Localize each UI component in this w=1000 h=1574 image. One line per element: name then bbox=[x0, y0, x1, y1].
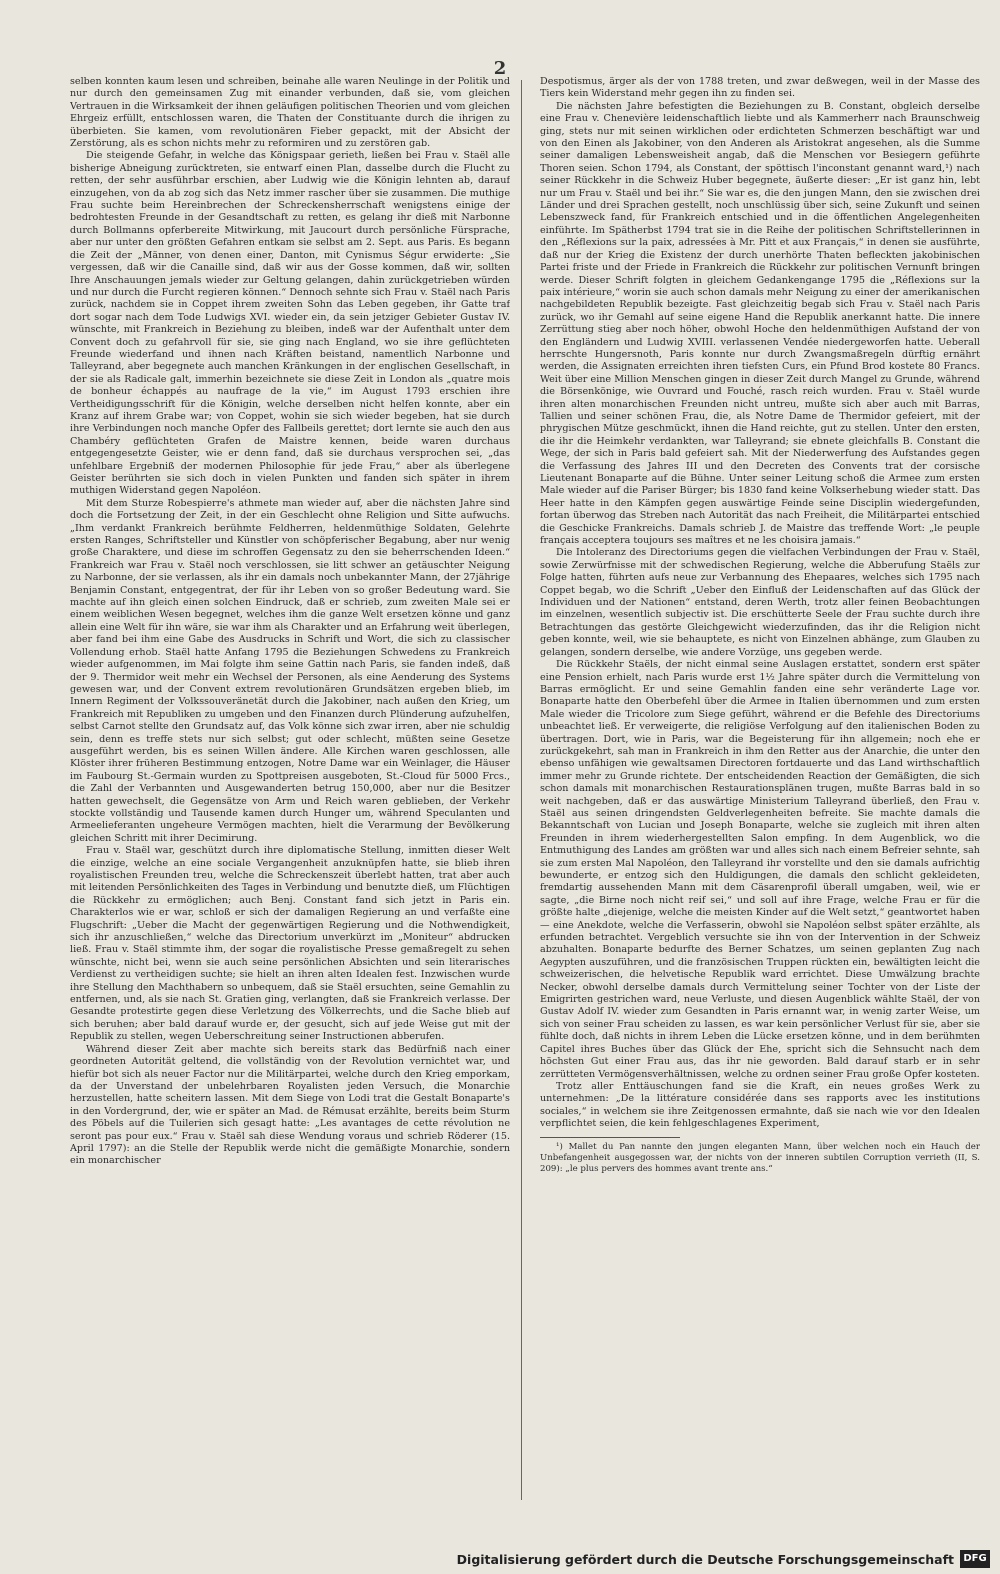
paragraph: Mit dem Sturze Robespierre's athmete man wieder auf, aber die nächsten Jahre sind doch die Fortsetzung der Zeit, in der ein Geschlecht ohne Religion und Sitte aufwuchs. „Ihm verdankt Frankreich berühmte Feldherren, heldenmüthige Soldaten, Gelehrte ersten Ranges, Schriftsteller und Künstler von schöpferischer Begabung, aber nur wenig große Charaktere, und diese im schroffen Gegensatz zu den sie beherrschenden Ideen.“ Frankreich war Frau v. Staël noch verschlossen, sie litt schwer an getäuschter Neigung zu Narbonne, der sie verlassen, als ihr ein damals noch unbekannter Mann, der 27jährige Benjamin Constant, entgegentrat, der für ihr Leben von so großer Bedeutung ward. Sie machte auf ihn gleich einen solchen Eindruck, daß er schrieb, zum zweiten Male sei er einem weiblichen Wesen begegnet, welches ihm die ganze Welt ersetzen könne und ganz allein eine Welt für ihn wäre, sie war ihm als Charakter und an Erfahrung weit überlegen, aber fand bei ihm eine Gabe des Ausdrucks in Schrift und Wort, die sich zu classischer Vollendung erhob. Staël hatte Anfang 1795 die Beziehungen Schwedens zu Frankreich wieder aufgenommen, im Mai folgte ihm seine Gattin nach Paris, sie fanden indeß, daß der 9. Thermidor weit mehr ein Wechsel der Personen, als eine Aenderung des Systems gewesen war, und der Convent extrem revolutionären Grundsätzen ergeben blieb, im Innern Regiment der Volkssouveränetät durch die Jakobiner, nach außen den Krieg, um Frankreich mit Republiken zu umgeben und den Finanzen durch Plünderung aufzuhelfen, selbst Carnot stellte den Grundsatz auf, das Volk könne sich zwar irren, aber nie schuldig sein, denn es treffe stets nur sich selbst; gut oder schlecht, müßten seine Gesetze ausgeführt werden, bis es seinen Willen ändere. Alle Kirchen waren geschlossen, alle Klöster ihrer früheren Bestimmung entzogen, Notre Dame war ein Weinlager, die Häuser im Faubourg St.-Germain wurden zu Spottpreisen ausgeboten, St.-Cloud für 5000 Frcs., die Zahl der Verbannten und Ausgewanderten betrug 150,000, aber nur die Besitzer hatten gewechselt, die Gegensätze von Arm und Reich waren geblieben, der Verkehr stockte vollständig und Tausende kamen durch Hunger um, während Speculanten und Armeelieferanten ungeheure Vermögen machten, hielt die Verarmung der Bevölkerung gleichen Schritt mit ihrer Decimirung. bbox=[70, 497, 510, 844]
paragraph: Die Intoleranz des Directoriums gegen die vielfachen Verbindungen der Frau v. Staël, sowie Zerwürfnisse mit der schwedischen Regierung, welche die Abberufung Staëls zur Folge hatten, führten aufs neue zur Verbannung des Ehepaares, welches sich 1795 nach Coppet begab, wo die Schrift „Ueber den Einfluß der Leidenschaften auf das Glück der Individuen und der Nationen“ entstand, deren Werth, trotz aller feinen Beobachtungen im einzelnen, wesentlich subjectiv ist. Die erschütterte Seele der Frau suchte durch ihre Betrachtungen das gestörte Gleichgewicht wiederzufinden, das ihr die Religion nicht geben konnte, weil, wie sie behauptete, es nicht von Einzelnen abhänge, zum Glauben zu gelangen, sondern derselbe, wie andere Vorzüge, uns gegeben werde. bbox=[540, 547, 980, 658]
paragraph: Die Rückkehr Staëls, der nicht einmal seine Auslagen erstattet, sondern erst später eine Pension erhielt, nach Paris wurde erst 1½ Jahre später durch die Vermittelung von Barras ermöglicht. Er und seine Gemahlin fanden eine sehr veränderte Lage vor. Bonaparte hatte den Oberbefehl über die Armee in Italien übernommen und zum ersten Male wieder die Tricolore zum Siege geführt, während er die Befehle des Directoriums unbeachtet ließ. Er verweigerte, die religiöse Verfolgung auf den italienischen Boden zu übertragen. Dort, wie in Paris, war die Begeisterung für ihn allgemein; noch ehe er zurückgekehrt, sah man in Frankreich in ihm den Retter aus der Anarchie, die unter den ebenso unfähigen wie gewaltsamen Directoren fortdauerte und das Land wirthschaftlich immer mehr zu Grunde richtete. Der entscheidenden Reaction der Gemäßigten, die sich schon damals mit monarchischen Restaurationsplänen trugen, mußte Barras bald in so weit nachgeben, daß er das auswärtige Ministerium Talleyrand überließ, den Frau v. Staël aus seinen dringendsten Geldverlegenheiten befreite. Sie machte damals die Bekanntschaft von Lucian und Joseph Bonaparte, welche sie zugleich mit ihren alten Freunden in ihrem wiederhergestellten Salon empfing. In dem Augenblick, wo die Entmuthigung des Landes am größten war und alles sich nach einem Befreier sehnte, sah sie zum ersten Mal Napoléon, den Talleyrand ihr vorstellte und den sie damals aufrichtig bewunderte, er entzog sich den Huldigungen, die damals den schlicht gekleideten, fremdartig aussehenden Mann mit dem Cäsarenprofil überall umgaben, weil, wie er sagte, „die Birne noch nicht reif sei,“ und soll auf ihre Frage, welche Frau er für die größte halte „diejenige, welche die meisten Kinder auf die Welt setzt,“ geantwortet haben — eine Anekdote, welche die Verfasserin, obwohl sie Napoléon selbst später erzählte, als erfunden betrachtet. Vergeblich versuchte sie ihn von der Intervention in der Schweiz abzuhalten. Bonaparte bedurfte des Berner Schatzes, um seinen geplanten Zug nach Aegypten auszuführen, und die französischen Truppen rückten ein, bewältigten leicht die schweizerischen, die helvetische Republik ward errichtet. Diese Umwälzung brachte Necker, obwohl derselbe damals durch Vermittelung seiner Tochter von der Liste der Emigrirten gestrichen ward, neue Verluste, und diesen Augenblick wählte Staël, der von Gustav Adolf IV. wieder zum Gesandten in Paris ernannt war, in wenig zarter Weise, um sich von seiner Frau scheiden zu lassen, es war kein persönlicher Verlust für sie, aber sie fühlte doch, daß nichts in ihrem Leben die Lücke ersetzen könne, und in dem berühmten Capitel ihres Buches über das Glück der Ehe, spricht sich die Sehnsucht nach dem höchsten Gut einer Frau aus, das ihr nie geworden. Bald darauf starb er in sehr zerrütteten Vermögensverhältnissen, welche zu ordnen seiner Frau große Opfer kosteten. bbox=[540, 659, 980, 1080]
left-column bbox=[70, 76, 510, 1526]
footer-bar bbox=[0, 1546, 1000, 1574]
paragraph: Trotz aller Enttäuschungen fand sie die Kraft, ein neues großes Werk zu unternehmen: „De la littérature considérée dans ses rapports avec les institutions sociales,“ in welchem sie ihre Zeitgenossen ermahnte, daß sie nach wie vor den Idealen verpflichtet seien, die kein fehlgeschlagenes Experiment, bbox=[540, 1080, 980, 1130]
paragraph: Während dieser Zeit aber machte sich bereits stark das Bedürfniß nach einer geordneten Autorität geltend, die vollständig von der Revolution vernichtet war, und hiefür bot sich als neuer Factor nur die Militärpartei, welche durch den Krieg emporkam, da der Unverstand der unbelehrbaren Royalisten jeden Versuch, die Monarchie herzustellen, hatte scheitern lassen. Mit dem Siege von Lodi trat die Gestalt Bonaparte's in den Vordergrund, der, wie er später an Mad. de Rémusat erzählte, bereits beim Sturm des Pöbels auf die Tuilerien sich gesagt hatte: „Les avantages de cette révolution ne seront pas pour eux.“ Frau v. Staël sah diese Wendung voraus und schrieb Röderer (15. April 1797): an die Stelle der Republik werde nicht die gemäßigte Monarchie, sondern ein monarchischer bbox=[70, 1043, 510, 1167]
footnote-rule bbox=[540, 1137, 680, 1138]
right-column bbox=[540, 76, 980, 1526]
paragraph: Die nächsten Jahre befestigten die Beziehungen zu B. Constant, obgleich derselbe eine Frau v. Chenevière leidenschaftlich liebte und als Kammerherr nach Braunschweig ging, stets nur mit seinen wirklichen oder erdichteten Schmerzen beschäftigt war und von den Einen als Jakobiner, von den Anderen als Aristokrat angesehen, als die Summe seiner damaligen Lebensweisheit angab, daß die Menschen vor Besiegern geführte Thoren seien. Schon 1794, als Constant, der spöttisch l'inconstant genannt ward,¹) nach seiner Rückkehr in die Schweiz Huber begegnete, äußerte dieser: „Er ist ganz hin, lebt nur um Frau v. Staël und bei ihr.“ Sie war es, die den jungen Mann, den sie zwischen drei Länder und drei Sprachen gestellt, noch unschlüssig über sich, seine Zukunft und seinen Lebenszweck fand, für Frankreich entschied und in die öffentlichen Angelegenheiten einführte. Im Spätherbst 1794 trat sie in die Reihe der politischen Schriftstellerinnen in den „Réflexions sur la paix, adressées à Mr. Pitt et aux Français,“ in denen sie ausführte, daß nur der Krieg die Existenz der durch unerhörte Thaten befleckten jakobinischen Partei friste und der Friede in Frankreich die Rückkehr zur politischen Vernunft bringen werde. Dieser Schrift folgten in gleichem Gedankengange 1795 die „Réflexions sur la paix intérieure,“ worin sie auch schon damals mehr Neigung zu einer der amerikanischen nachgebildeten Republik bezeigte. Fast gleichzeitig begab sich Frau v. Staël nach Paris zurück, wo ihr Gemahl auf seine eigene Hand die Republik anerkannt hatte. Die innere Zerrüttung stieg aber noch höher, obwohl Hoche den heldenmüthigen Aufstand der von den Engländern und Ludwig XVIII. verlassenen Vendée niedergeworfen hatte. Ueberall herrschte Hungersnoth, Paris konnte nur durch Zwangsmaßregeln dürftig ernährt werden, die Assignaten erreichten ihren tiefsten Curs, ein Pfund Brod kostete 80 Francs. Weit über eine Million Menschen gingen in dieser Zeit durch Mangel zu Grunde, während die Börsenkönige, wie Ouvrard und Fouché, rasch reich wurden. Frau v. Staël wurde ihren alten monarchischen Freunden nicht untreu, mußte sich aber auch mit Barras, Tallien und seiner schönen Frau, die, als Notre Dame de Thermidor gefeiert, mit der phrygischen Mütze geschmückt, ihnen die Hand reichte, gut zu stellen. Unter den ersten, die ihr die Heimkehr verdankten, war Talleyrand; sie ebnete gleichfalls B. Constant die Wege, der sich in Paris bald gefeiert sah. Mit der Niederwerfung des Aufstandes gegen die Verfassung des Jahres III und den Decreten des Convents trat der corsische Lieutenant Bonaparte auf die Bühne. Unter seiner Leitung schoß die Armee zum ersten Male wieder auf die Pariser Bürger; bis 1830 fand keine Volkserhebung wieder statt. Das Heer hatte in den Kämpfen gegen auswärtige Feinde seine Disciplin wiedergefunden, fortan überwog das Streben nach Autorität das nach Freiheit, die Militärpartei entschied die Geschicke Frankreichs. Damals schrieb J. de Maistre das treffende Wort: „le peuple français acceptera toujours ses maîtres et ne les choisira jamais.“ bbox=[540, 100, 980, 547]
page-number: 2 bbox=[493, 58, 507, 79]
paragraph: Die steigende Gefahr, in welche das Königspaar gerieth, ließen bei Frau v. Staël alle bisherige Abneigung zurücktreten, sie entwarf einen Plan, dasselbe durch die Flucht zu retten, der sehr ausführbar erschien, aber Ludwig wie die Königin lehnten ab, darauf einzugehen, von da ab zog sich das Netz immer rascher über sie zusammen. Die muthige Frau suchte beim Hereinbrechen der Schreckensherrschaft wenigstens einige der bedrohtesten Freunde in der Gesandtschaft zu retten, es gelang ihr dieß mit Narbonne durch Bollmanns opferbereite Mitwirkung, mit Jaucourt durch persönliche Fürsprache, aber nur unter den größten Gefahren entkam sie selbst am 2. Sept. aus Paris. Es begann die Zeit der „Männer, von denen einer, Danton, mit Cynismus Ségur erwiderte: „Sie vergessen, daß wir die Canaille sind, daß wir aus der Gosse kommen, daß wir, sollten Ihre Anschauungen jemals wieder zur Geltung gelangen, dahin zurückgetrieben würden und nur durch die Furcht regieren können.“ Dennoch sehnte sich Frau v. Staël nach Paris zurück, nachdem sie in Coppet ihrem zweiten Sohn das Leben gegeben, ihr Gatte traf dort sogar nach dem Tode Ludwigs XVI. wieder ein, da sein jetziger Gebieter Gustav IV. wünschte, mit Frankreich in Beziehung zu bleiben, indeß war der Aufenthalt unter dem Convent doch zu gefahrvoll für sie, sie ging nach England, wo sie ihre geflüchteten Freunde wiederfand und ihnen nach Kräften beistand, namentlich Narbonne und Talleyrand, aber begegnete auch manchen Kränkungen in der englischen Gesellschaft, in der sie als Radicale galt, immerhin bezeichnete sie diese Zeit in London als „quatre mois de bonheur échappés au naufrage de la vie,“ im August 1793 erschien ihre Vertheidigungsschrift für die Königin, welche derselben nicht helfen konnte, aber ein Kranz auf ihrem Grabe war; von Coppet, wohin sie sich wieder begeben, hat sie durch ihre Verbindungen noch manche Opfer des Fallbeils gerettet; dort lernte sie auch den aus Chambéry geflüchteten Grafen de Maistre kennen, beide waren durchaus entgegengesetzte Geister, wie er denn fand, daß sie durchaus versprochen sei, „das unfehlbare Ergebniß der modernen Philosophie für jede Frau,“ aber als überlegene Geister berührten sie sich doch in vielen Punkten und fanden sich später in ihrem muthigen Widerstand gegen Napoléon. bbox=[70, 150, 510, 497]
paragraph: selben konnten kaum lesen und schreiben, beinahe alle waren Neulinge in der Politik und nur durch den gemeinsamen Zug mit einander verbunden, daß sie, vom gleichen Vertrauen in die Wirksamkeit der ihnen geläufigen politischen Theorien und vom gleichen Ehrgeiz erfüllt, entschlossen waren, die Thaten der Constituante durch die ihrigen zu überbieten. Sie kamen, vom revolutionären Fieber gepackt, mit der Absicht der Zerstörung, als es schon nichts mehr zu reformiren und zu zerstören gab. bbox=[70, 76, 510, 150]
paragraph: Despotismus, ärger als der von 1788 treten, und zwar deßwegen, weil in der Masse des Tiers kein Widerstand mehr gegen ihn zu finden sei. bbox=[540, 76, 980, 100]
footnote: ¹) Mallet du Pan nannte den jungen eleganten Mann, über welchen noch ein Hauch der Unbefangenheit ausgegossen war, der nichts von der inneren subtilen Corruption verrieth (II, S. 209): „le plus pervers des hommes avant trente ans.“ bbox=[540, 1141, 980, 1174]
paragraph: Frau v. Staël war, geschützt durch ihre diplomatische Stellung, inmitten dieser Welt die einzige, welche an eine sociale Vergangenheit anzuknüpfen hatte, sie blieb ihren royalistischen Freunden treu, welche die Schreckenszeit überlebt hatten, trat aber auch mit leitenden Persönlichkeiten des Tages in Verbindung und benutzte dieß, um Flüchtigen die Rückkehr zu ermöglichen; auch Benj. Constant fand sich jetzt in Paris ein. Charakterlos wie er war, schloß er sich der damaligen Regierung an und verfaßte eine Flugschrift: „Ueber die Macht der gegenwärtigen Regierung und die Nothwendigkeit, sich ihr anzuschließen,“ welche das Directorium unverkürzt im „Moniteur“ abdrucken ließ. Frau v. Staël stimmte ihm, der sogar die royalistische Presse gemaßregelt zu sehen wünschte, nicht bei, wenn sie auch seine persönlichen Absichten und sein literarisches Verdienst zu vertheidigen suchte; sie hielt an ihren alten Idealen fest. Inzwischen wurde ihre Stellung den Machthabern so unbequem, daß sie Staël ersuchten, seine Gemahlin zu entfernen, und, als sie nach St. Gratien ging, verlangten, daß sie Frankreich verlasse. Der Gesandte protestirte gegen diese Verletzung des Völkerrechts, und die Sache blieb auf sich beruhen; aber bald darauf wurde er, der gesucht, sich auf jede Weise gut mit der Republik zu stellen, wegen Ueberschreitung seiner Instructionen abberufen. bbox=[70, 845, 510, 1043]
footer-credit: Digitalisierung gefördert durch die Deutsche Forschungsgemeinschaft bbox=[456, 1552, 954, 1567]
dfg-logo-icon: DFG bbox=[960, 1550, 990, 1568]
column-divider bbox=[521, 80, 522, 1500]
